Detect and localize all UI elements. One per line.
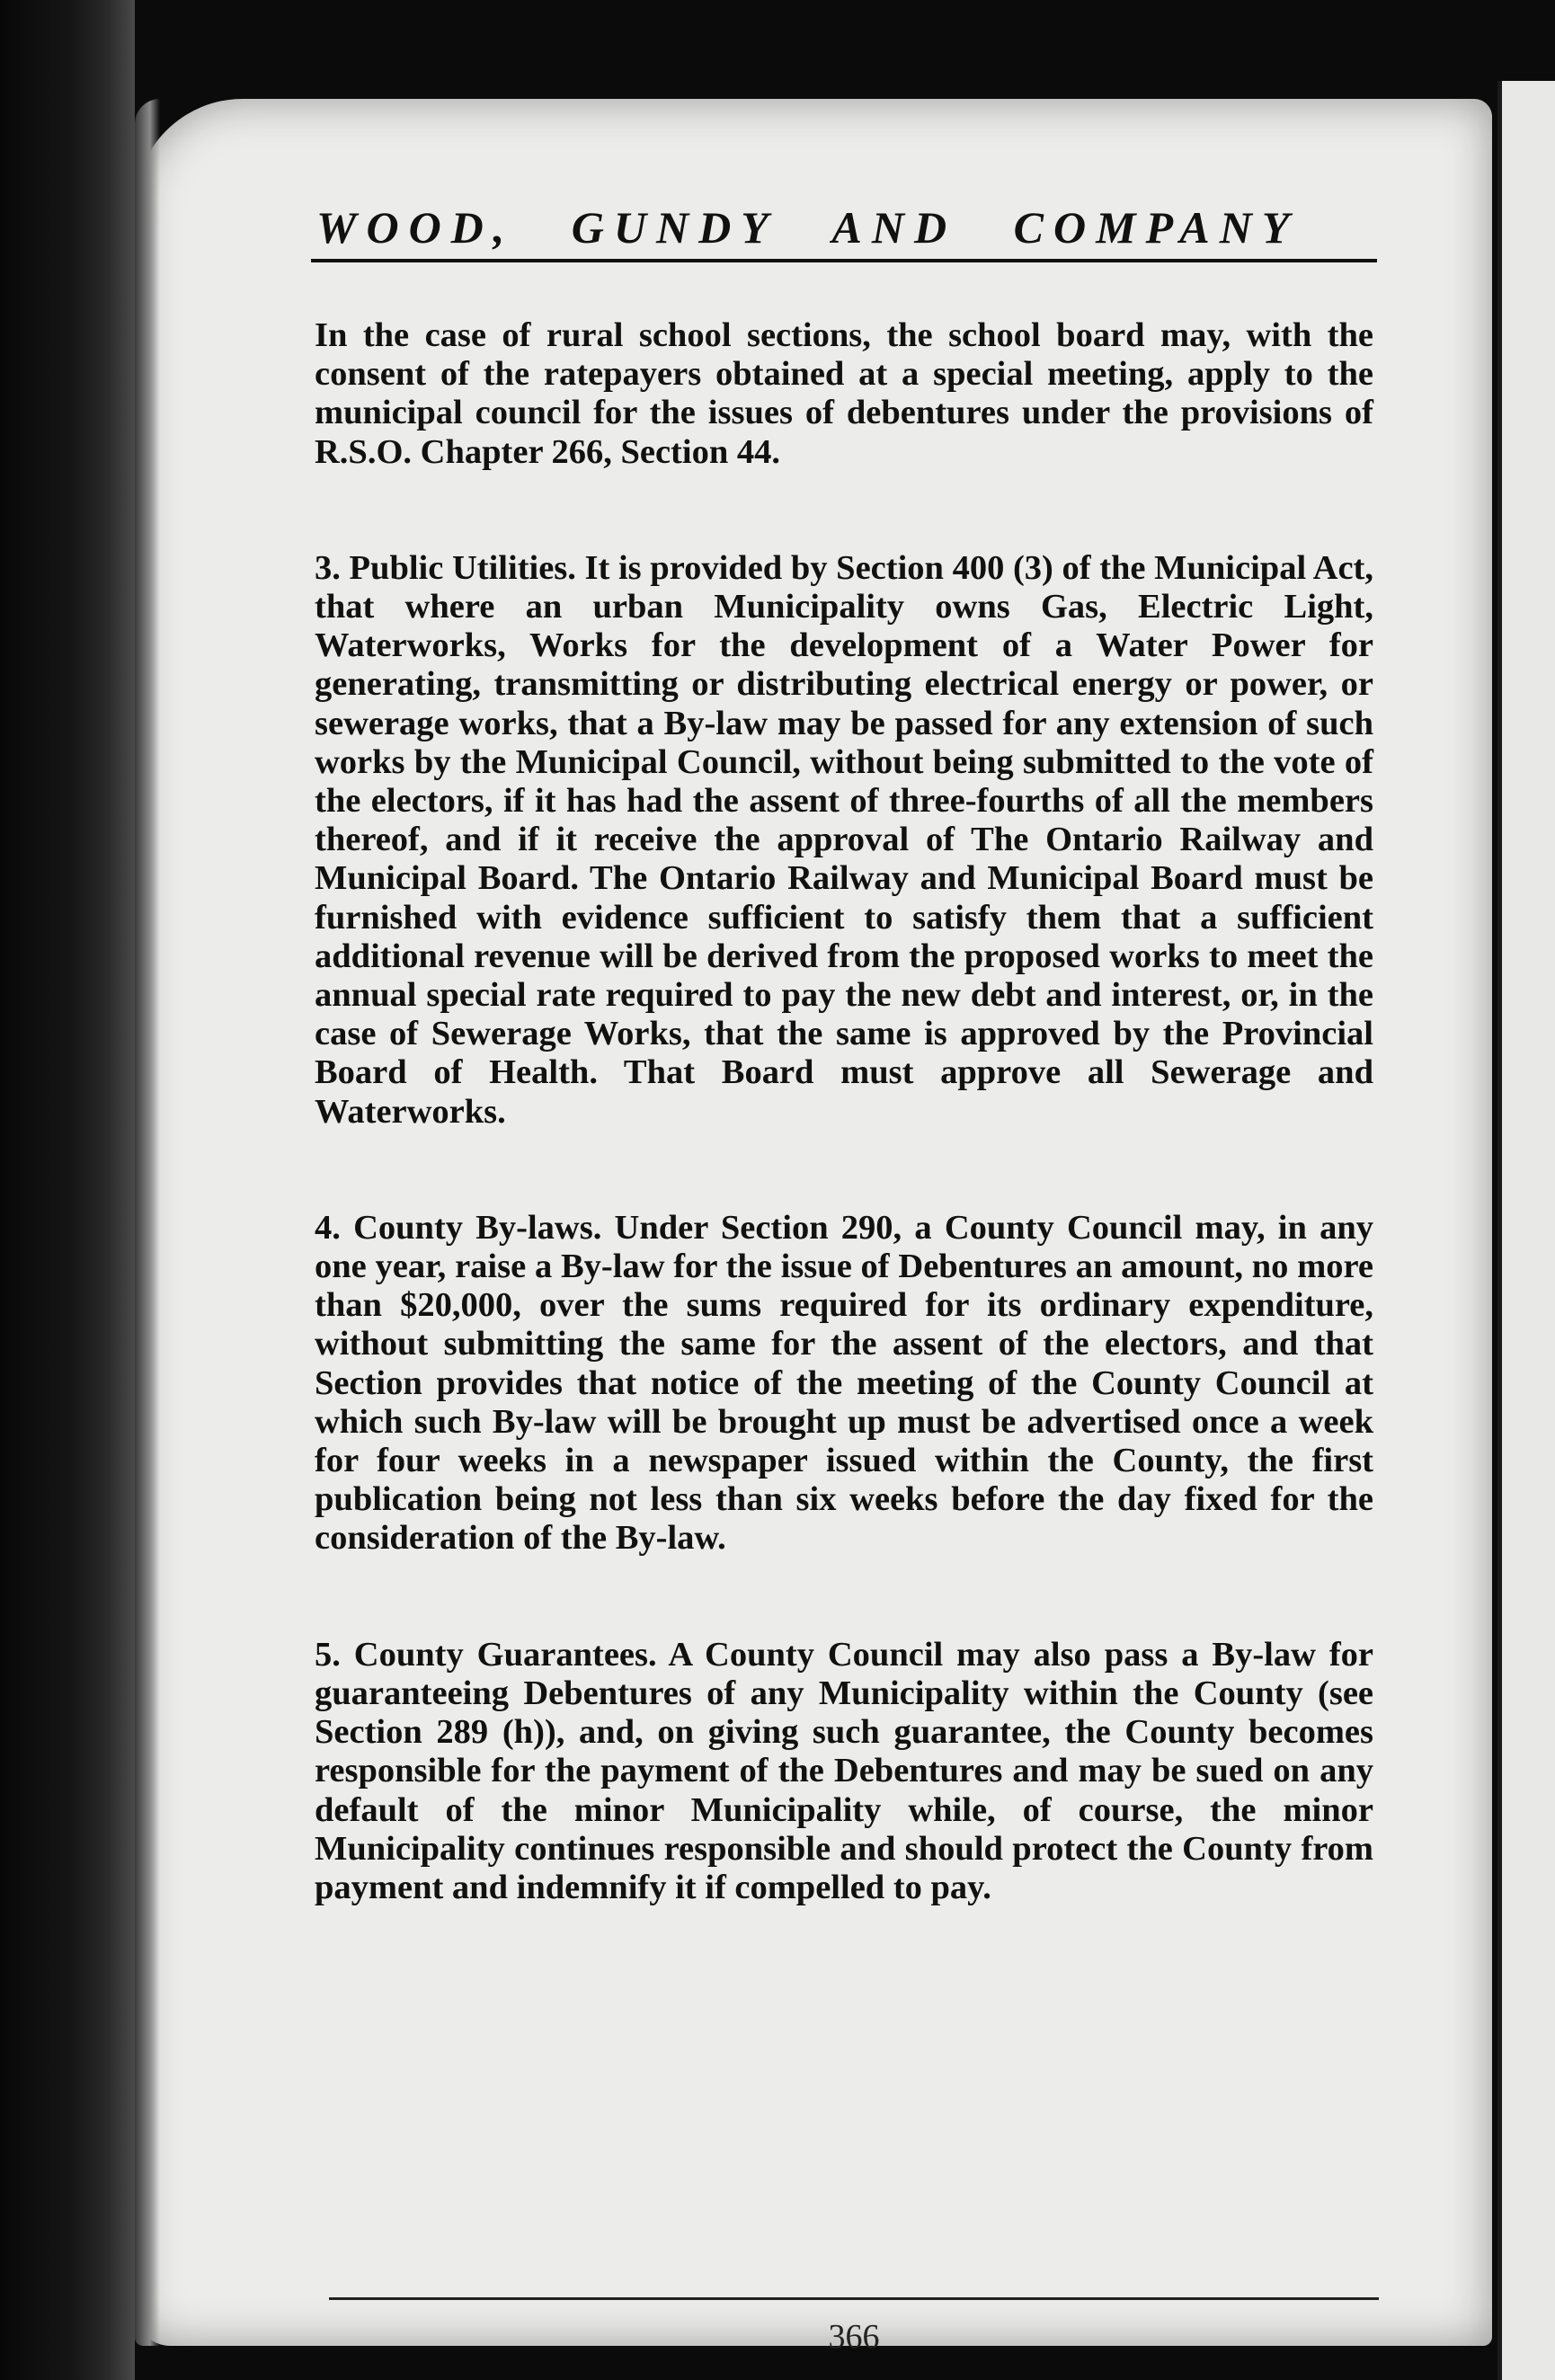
section-title: 4. County By-laws.: [315, 1208, 602, 1247]
page-body: [315, 316, 1373, 1907]
paragraph-body: Under Section 290, a County Council may, in any one year, raise a By-law for the issue of Debentures an amount, no more than $20,000, over the sums required for its ordinary expenditure, without submitting the same for the assent of the electors, and that Section provides that notice of the meeting of the County Council at which such By-law will be brought up must be advertised once a week for four weeks in a newspaper issued within the County, the first publication being not less than six weeks before the day fixed for the consideration of the By-law.: [315, 1208, 1373, 1558]
facing-page-edge: [1497, 81, 1555, 2380]
running-head: WOOD, GUNDY AND COMPANY: [316, 202, 1300, 253]
paragraph: [315, 549, 1373, 1132]
paragraph-body: A County Council may also pass a By-law for guaranteeing Debentures of any Municipality within the County (see Section 289 (h)), and, on giving such guarantee, the County becomes responsible for the payment of the Debentures and may be sued on any default of the minor Municipality while, of course, the minor Municipality continues responsible and should protect the County from payment and indemnify it if compelled to pay.: [315, 1635, 1373, 1906]
footer-rule: [329, 2297, 1379, 2300]
paragraph: [315, 316, 1373, 472]
paragraph-body: It is provided by Section 400 (3) of the Municipal Act, that where an urban Municipality owns Gas, Electric Light, Waterworks, Works for the development of a Water Power for generating, transmitting or distributing electrical energy or power, or sewerage works, that a By-law may be passed for any extension of such works by the Municipal Council, without being submitted to the vote of the electors, if it has had the assent of three-fourths of all the members thereof, and if it receive the approval of The Ontario Railway and Municipal Board. The Ontario Railway and Municipal Board must be furnished with evidence sufficient to satisfy them that a sufficient additional revenue will be derived from the proposed works to meet the annual special rate required to pay the new debt and interest, or, in the case of Sewerage Works, that the same is approved by the Provincial Board of Health. That Board must approve all Sewerage and Waterworks.: [315, 548, 1374, 1131]
page-curl-edge: [135, 99, 160, 2346]
scan-background-left: [0, 0, 135, 2380]
paragraph-body: In the case of rural school sections, the school board may, with the consent of the ratepayers obtained at a special meeting, apply to the municipal council for the issues of debentures under the provisions of R.S.O. Chapter 266, Section 44.: [315, 316, 1373, 471]
paragraph: [315, 1209, 1373, 1559]
section-title: 3. Public Utilities.: [315, 548, 576, 587]
header-rule: [311, 259, 1377, 262]
section-title: 5. County Guarantees.: [315, 1635, 657, 1674]
page-number: 366: [828, 2318, 880, 2356]
paragraph: [315, 1636, 1373, 1907]
